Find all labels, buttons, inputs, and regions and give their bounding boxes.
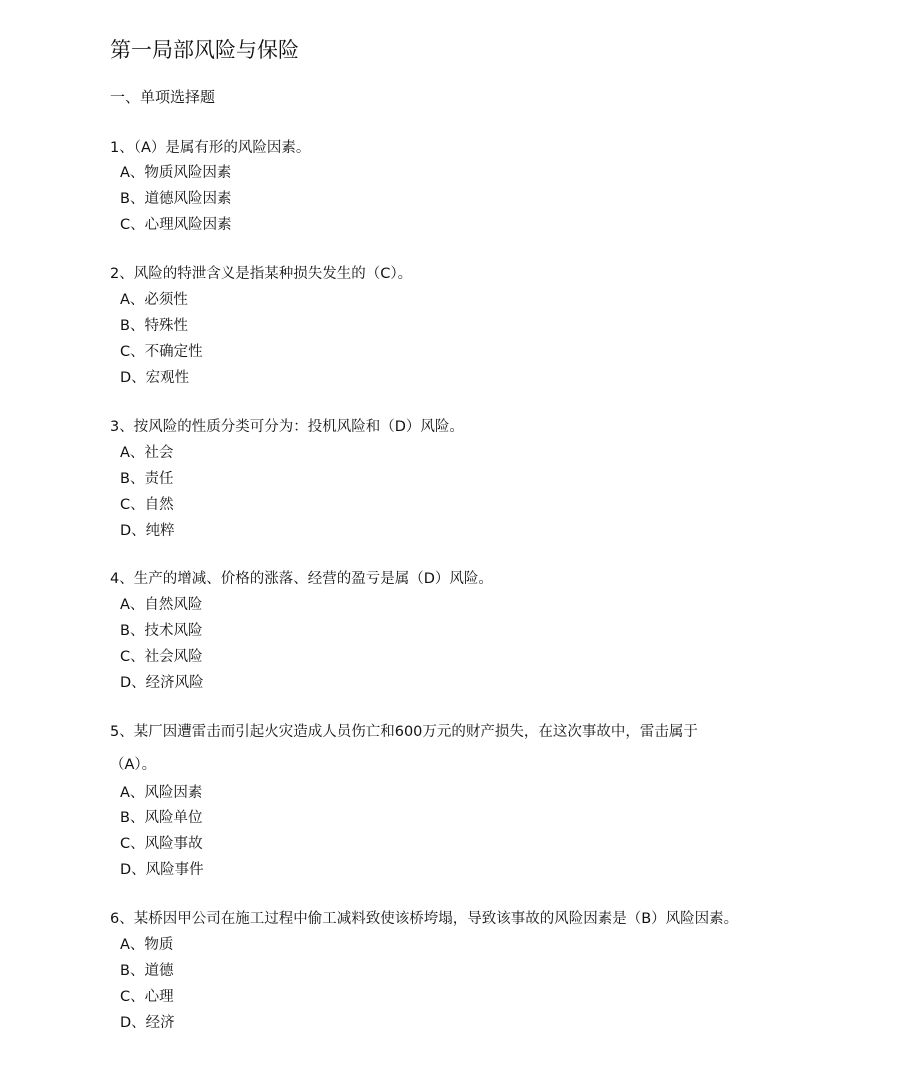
question-2-stem: 2、风险的特泄含义是指某种损失发生的（C）。 — [110, 266, 413, 282]
question-3-option-d: D、纯粹 — [120, 523, 175, 539]
document-title: 第一局部风险与保险 — [110, 38, 299, 62]
question-5-option-b: B、风险单位 — [120, 810, 203, 826]
question-6-option-b: B、道德 — [120, 963, 174, 979]
question-5-stem-continuation: （A）。 — [110, 757, 157, 773]
question-5-option-d: D、风险事件 — [120, 862, 204, 878]
section-heading: 一、单项选择题 — [110, 88, 216, 106]
question-2-option-c: C、不确定性 — [120, 344, 203, 360]
question-6-option-c: C、心理 — [120, 989, 174, 1005]
question-1-option-c: C、心理风险因素 — [120, 217, 232, 233]
question-6-option-a: A、物质 — [120, 937, 174, 953]
question-3-option-b: B、责任 — [120, 471, 174, 487]
question-4-option-a: A、自然风险 — [120, 597, 203, 613]
question-6-option-d: D、经济 — [120, 1015, 175, 1031]
question-5-option-a: A、风险因素 — [120, 785, 203, 801]
question-1-option-b: B、道德风险因素 — [120, 191, 232, 207]
question-1-stem: 1、（A）是属有形的风险因素。 — [110, 140, 311, 156]
question-5-option-c: C、风险事故 — [120, 836, 203, 852]
question-3-stem: 3、按风险的性质分类可分为：投机风险和（D）风险。 — [110, 419, 464, 435]
question-4-option-d: D、经济风险 — [120, 675, 204, 691]
question-1-option-a: A、物质风险因素 — [120, 165, 232, 181]
question-4-option-b: B、技术风险 — [120, 623, 203, 639]
question-2-option-a: A、必须性 — [120, 292, 188, 308]
question-6-stem: 6、某桥因甲公司在施工过程中偷工减料致使该桥垮塌，导致该事故的风险因素是（B）风险因素。 — [110, 911, 739, 927]
question-4-option-c: C、社会风险 — [120, 649, 203, 665]
question-3-option-c: C、自然 — [120, 497, 174, 513]
question-2-option-b: B、特殊性 — [120, 318, 188, 334]
question-4-stem: 4、生产的增减、价格的涨落、经营的盈亏是属（D）风险。 — [110, 571, 493, 587]
question-5-stem: 5、某厂因遭雷击而引起火灾造成人员伤亡和600万元的财产损失，在这次事故中，雷击属于 — [110, 724, 698, 740]
question-3-option-a: A、社会 — [120, 445, 174, 461]
question-2-option-d: D、宏观性 — [120, 370, 190, 386]
